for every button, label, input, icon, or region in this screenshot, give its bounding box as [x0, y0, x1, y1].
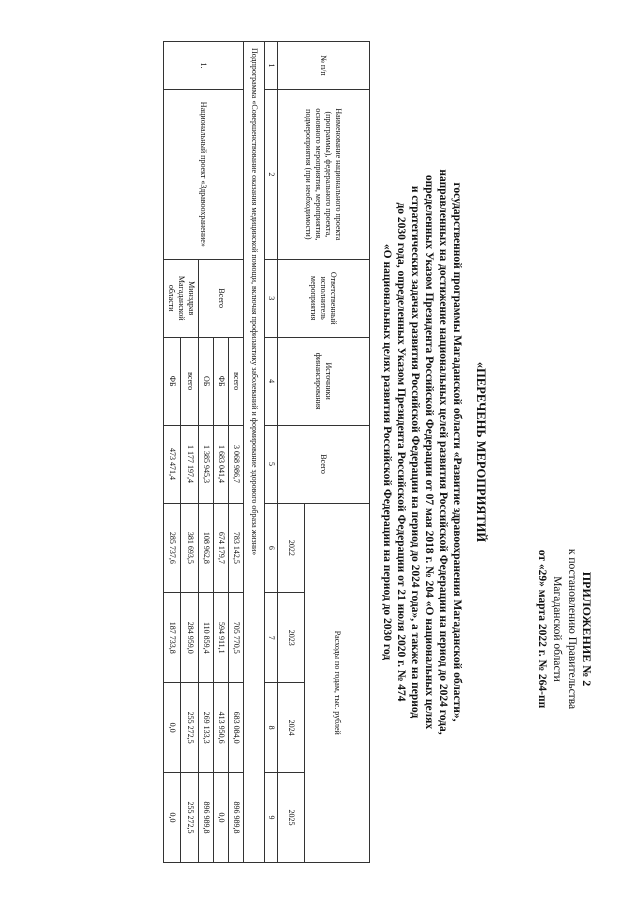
column-number: 8: [265, 683, 278, 773]
subprogram-title: Подпрограмма «Совершенствование оказания медицинской помощи, включая профилактику заболеваний и формирование здорового образа жизни»: [244, 42, 265, 863]
year-value-cell: 783 142,5: [229, 503, 244, 593]
total-cell: 1 385 945,3: [199, 425, 214, 503]
header-year: 2023: [278, 593, 305, 683]
subprogram-row: [244, 42, 265, 863]
item-number: 1.: [164, 42, 244, 90]
column-number: 7: [265, 593, 278, 683]
source-cell: всего: [229, 337, 244, 425]
executor-cell: Всего: [199, 259, 244, 337]
column-number: 9: [265, 773, 278, 863]
source-cell: ОБ: [199, 337, 214, 425]
header-source: Источники финансирования: [278, 337, 370, 425]
year-value-cell: 255 272,5: [181, 683, 199, 773]
table-row: [229, 42, 244, 863]
executor-cell: Минздрав Магаданской области: [164, 259, 199, 337]
column-number: 5: [265, 425, 278, 503]
appendix-line: к постановлению Правительства: [566, 548, 578, 710]
year-value-cell: 110 859,4: [199, 593, 214, 683]
rotated-document-page: [40, 37, 600, 867]
appendix-line: Магаданской области: [551, 576, 563, 682]
title-line: до 2030 года, определенных Указом Президента Российской Федерации от 21 июля 2020 г. № 474: [395, 202, 407, 702]
column-number: 4: [265, 337, 278, 425]
total-cell: 473 471,4: [164, 425, 182, 503]
year-value-cell: 896 989,8: [199, 773, 214, 863]
item-name: Национальный проект «Здравоохранение»: [164, 89, 244, 259]
column-number: 1: [265, 42, 278, 90]
appendix-date: от «29» марта 2022 г. № 264-пп: [536, 549, 548, 709]
total-cell: 3 068 986,7: [229, 425, 244, 503]
header-name: Наименование национального проекта (программы), федерального проекта, основного мероприятия, мероприятия, подмероприятия (при необходимости): [278, 89, 370, 259]
year-value-cell: 284 959,0: [181, 593, 199, 683]
column-number: 6: [265, 503, 278, 593]
title-line: направленных на достижение национальных целей развития Российской Федерации на период до 2024 года,: [437, 169, 449, 735]
header-year: 2024: [278, 683, 305, 773]
measures-table: [163, 41, 370, 863]
header-no: № п/п: [278, 42, 370, 90]
source-cell: ФБ: [214, 337, 229, 425]
title-line: и стратегических задачах развития Российской Федерации на период до 2024 года», а также на период: [409, 185, 421, 719]
header-total: Всего: [278, 425, 370, 503]
year-value-cell: 255 272,5: [181, 773, 199, 863]
header-year: 2025: [278, 773, 305, 863]
header-expenses: Расходы по годам, тыс. рублей: [305, 503, 370, 863]
year-value-cell: 0,0: [164, 773, 182, 863]
title-main: «ПЕРЕЧЕНЬ МЕРОПРИЯТИЙ: [474, 361, 488, 543]
year-value-cell: 896 989,8: [229, 773, 244, 863]
total-cell: 1 177 197,4: [181, 425, 199, 503]
year-value-cell: 285 737,6: [164, 503, 182, 593]
year-value-cell: 683 084,0: [229, 683, 244, 773]
title-line: государственной программы Магаданской области «Развитие здравоохранения Магаданской области»,: [451, 182, 463, 722]
year-value-cell: 0,0: [164, 683, 182, 773]
total-cell: 1 683 041,4: [214, 425, 229, 503]
year-value-cell: 0,0: [214, 773, 229, 863]
year-value-cell: 705 770,5: [229, 593, 244, 683]
column-number: 2: [265, 89, 278, 259]
title-line: определенных Указом Президента Российской Федерации от 07 мая 2018 г. № 204 «О национальных целях: [423, 174, 435, 730]
column-number: 3: [265, 259, 278, 337]
header-year: 2022: [278, 503, 305, 593]
table-header-row: [305, 42, 370, 863]
appendix-block: [534, 479, 594, 779]
year-value-cell: 674 179,7: [214, 503, 229, 593]
appendix-heading: ПРИЛОЖЕНИЕ № 2: [580, 571, 594, 687]
header-executor: Ответственный исполнитель мероприятия: [278, 259, 370, 337]
year-value-cell: 381 693,5: [181, 503, 199, 593]
title-line: «О национальных целях развития Российской Федерации на период до 2030 год: [381, 243, 393, 661]
source-cell: ФБ: [164, 337, 182, 425]
year-value-cell: 594 911,1: [214, 593, 229, 683]
document-title: [380, 37, 488, 867]
year-value-cell: 413 950,6: [214, 683, 229, 773]
year-value-cell: 187 733,8: [164, 593, 182, 683]
year-value-cell: 108 962,8: [199, 503, 214, 593]
year-value-cell: 269 133,3: [199, 683, 214, 773]
column-numbers-row: [265, 42, 278, 863]
source-cell: всего: [181, 337, 199, 425]
